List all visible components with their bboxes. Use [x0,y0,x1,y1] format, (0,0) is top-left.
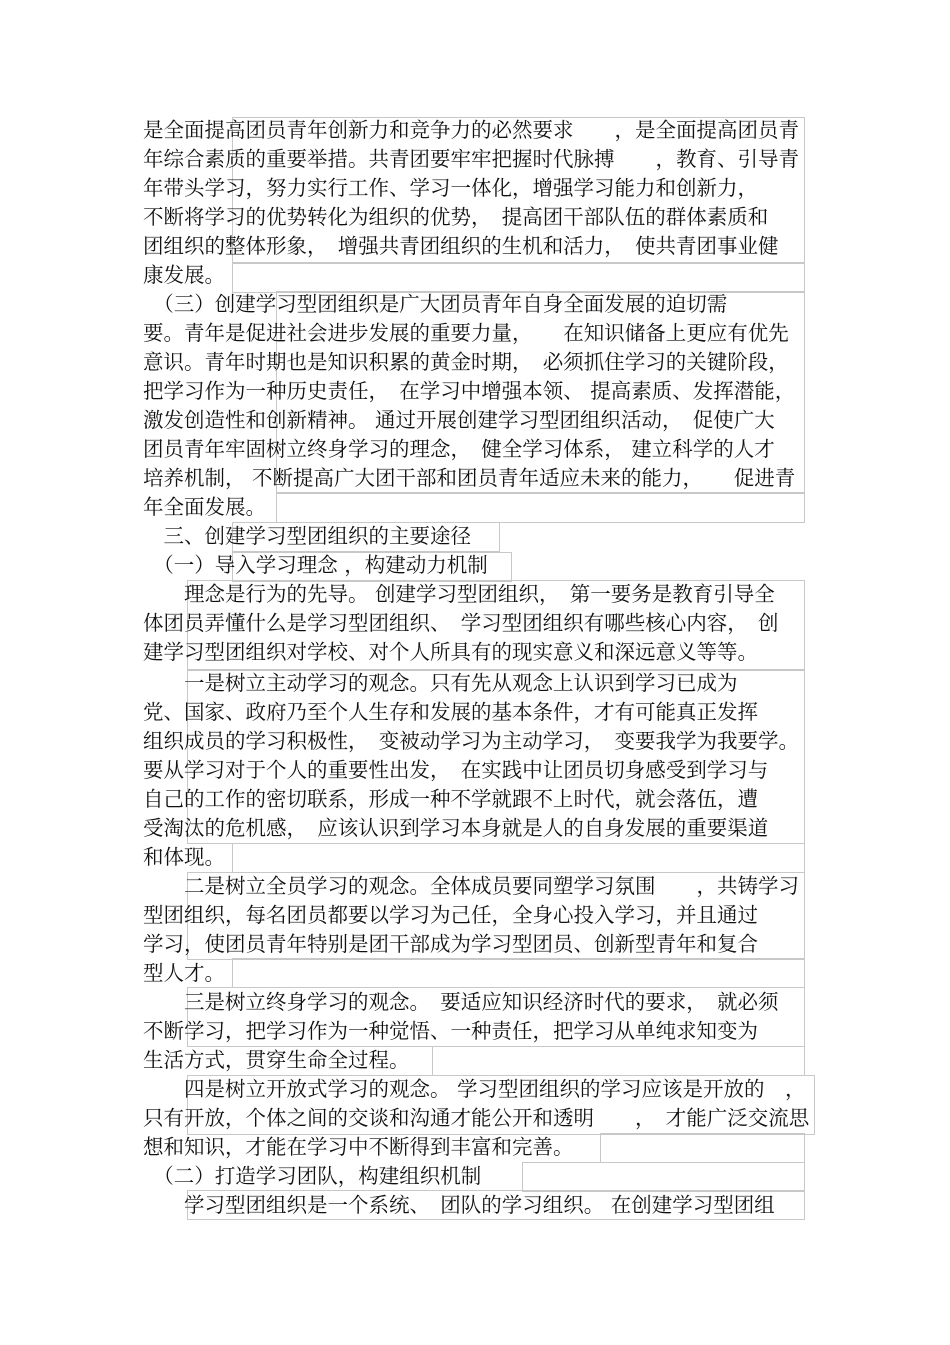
paragraph-frame [432,1046,805,1076]
text-line: 培养机制， 不断提高广大团干部和团员青年适应未来的能力， 促进青 [143,466,796,490]
text-line: 建学习型团组织对学校、对个人所具有的现实意义和深远意义等等。 [143,640,758,664]
text-line: 一是树立主动学习的观念。只有先从观念上认识到学习已成为 [143,671,738,695]
text-line: 受淘汰的危机感， 应该认识到学习本身就是人的自身发展的重要渠道 [143,816,769,840]
text-line: 意识。青年时期也是知识积累的黄金时期， 必须抓住学习的关键阶段， [143,350,789,374]
text-line: 是全面提高团员青年创新力和竞争力的必然要求 ，是全面提高团员青 [143,118,799,142]
text-line: 想和知识，才能在学习中不断得到丰富和完善。 [143,1135,574,1159]
paragraph-frame [232,843,805,873]
text-line: 不断将学习的优势转化为组织的优势， 提高团干部队伍的群体素质和 [143,205,769,229]
text-line: 激发创造性和创新精神。 通过开展创建学习型团组织活动， 促使广大 [143,408,775,432]
text-line: 型团组织，每名团员都要以学习为己任，全身心投入学习，并且通过 [143,903,758,927]
text-line: 学习，使团员青年特别是团干部成为学习型团员、创新型青年和复合 [143,932,758,956]
text-line: 四是树立开放式学习的观念。 学习型团组织的学习应该是开放的 ， [143,1077,806,1101]
paragraph-frame [232,958,805,988]
text-line: 三是树立终身学习的观念。 要适应知识经济时代的要求， 就必须 [143,990,779,1014]
text-line: 把学习作为一种历史责任， 在学习中增强本领、 提高素质、发挥潜能， [143,379,796,403]
section-heading: （一）导入学习理念 ，构建动力机制 [143,553,488,577]
text-line: 团组织的整体形象， 增强共青团组织的生机和活力， 使共青团事业健 [143,234,779,258]
text-line: 年带头学习，努力实行工作、学习一体化，增强学习能力和创新力， [143,176,758,200]
text-line: 年全面发展。 [143,495,266,519]
text-line: 年综合素质的重要举措。共青团要牢牢把握时代脉搏 ，教育、引导青 [143,147,799,171]
paragraph-frame [232,263,805,293]
section-heading: （二）打造学习团队，构建组织机制 [143,1164,482,1188]
text-line: 团员青年牢固树立终身学习的理念， 健全学习体系， 建立科学的人才 [143,437,775,461]
section-heading: （三）创建学习型团组织是广大团员青年自身全面发展的迫切需 [143,292,728,316]
paragraph-frame [522,1162,805,1192]
paragraph-frame [276,493,805,523]
text-line: 康发展。 [143,263,225,287]
text-line: 生活方式，贯穿生命全过程。 [143,1048,410,1072]
text-line: 自己的工作的密切联系，形成一种不学就跟不上时代，就会落伍，遭 [143,787,758,811]
text-line: 要从学习对于个人的重要性出发， 在实践中让团员切身感受到学习与 [143,758,769,782]
paragraph-frame [600,1133,805,1163]
text-line: 理念是行为的先导。 创建学习型团组织， 第一要务是教育引导全 [143,582,775,606]
text-line: 学习型团组织是一个系统、 团队的学习组织。 在创建学习型团组 [143,1193,775,1217]
text-line: 二是树立全员学习的观念。全体成员要同塑学习氛围 ，共铸学习 [143,874,799,898]
section-heading: 三、创建学习型团组织的主要途径 [143,524,471,548]
text-line: 组织成员的学习积极性， 变被动学习为主动学习， 变要我学为我要学。 [143,729,799,753]
text-line: 不断学习，把学习作为一种觉悟、一种责任，把学习从单纯求知变为 [143,1019,758,1043]
text-line: 党、国家、政府乃至个人生存和发展的基本条件，才有可能真正发挥 [143,700,758,724]
text-line: 体团员弄懂什么是学习型团组织、 学习型团组织有哪些核心内容， 创 [143,611,779,635]
text-line: 和体现。 [143,845,225,869]
text-line: 只有开放，个体之间的交谈和沟通才能公开和透明 ， 才能广泛交流思 [143,1106,810,1130]
text-line: 要。青年是促进社会进步发展的重要力量， 在知识储备上更应有优先 [143,321,789,345]
text-line: 型人才。 [143,961,225,985]
